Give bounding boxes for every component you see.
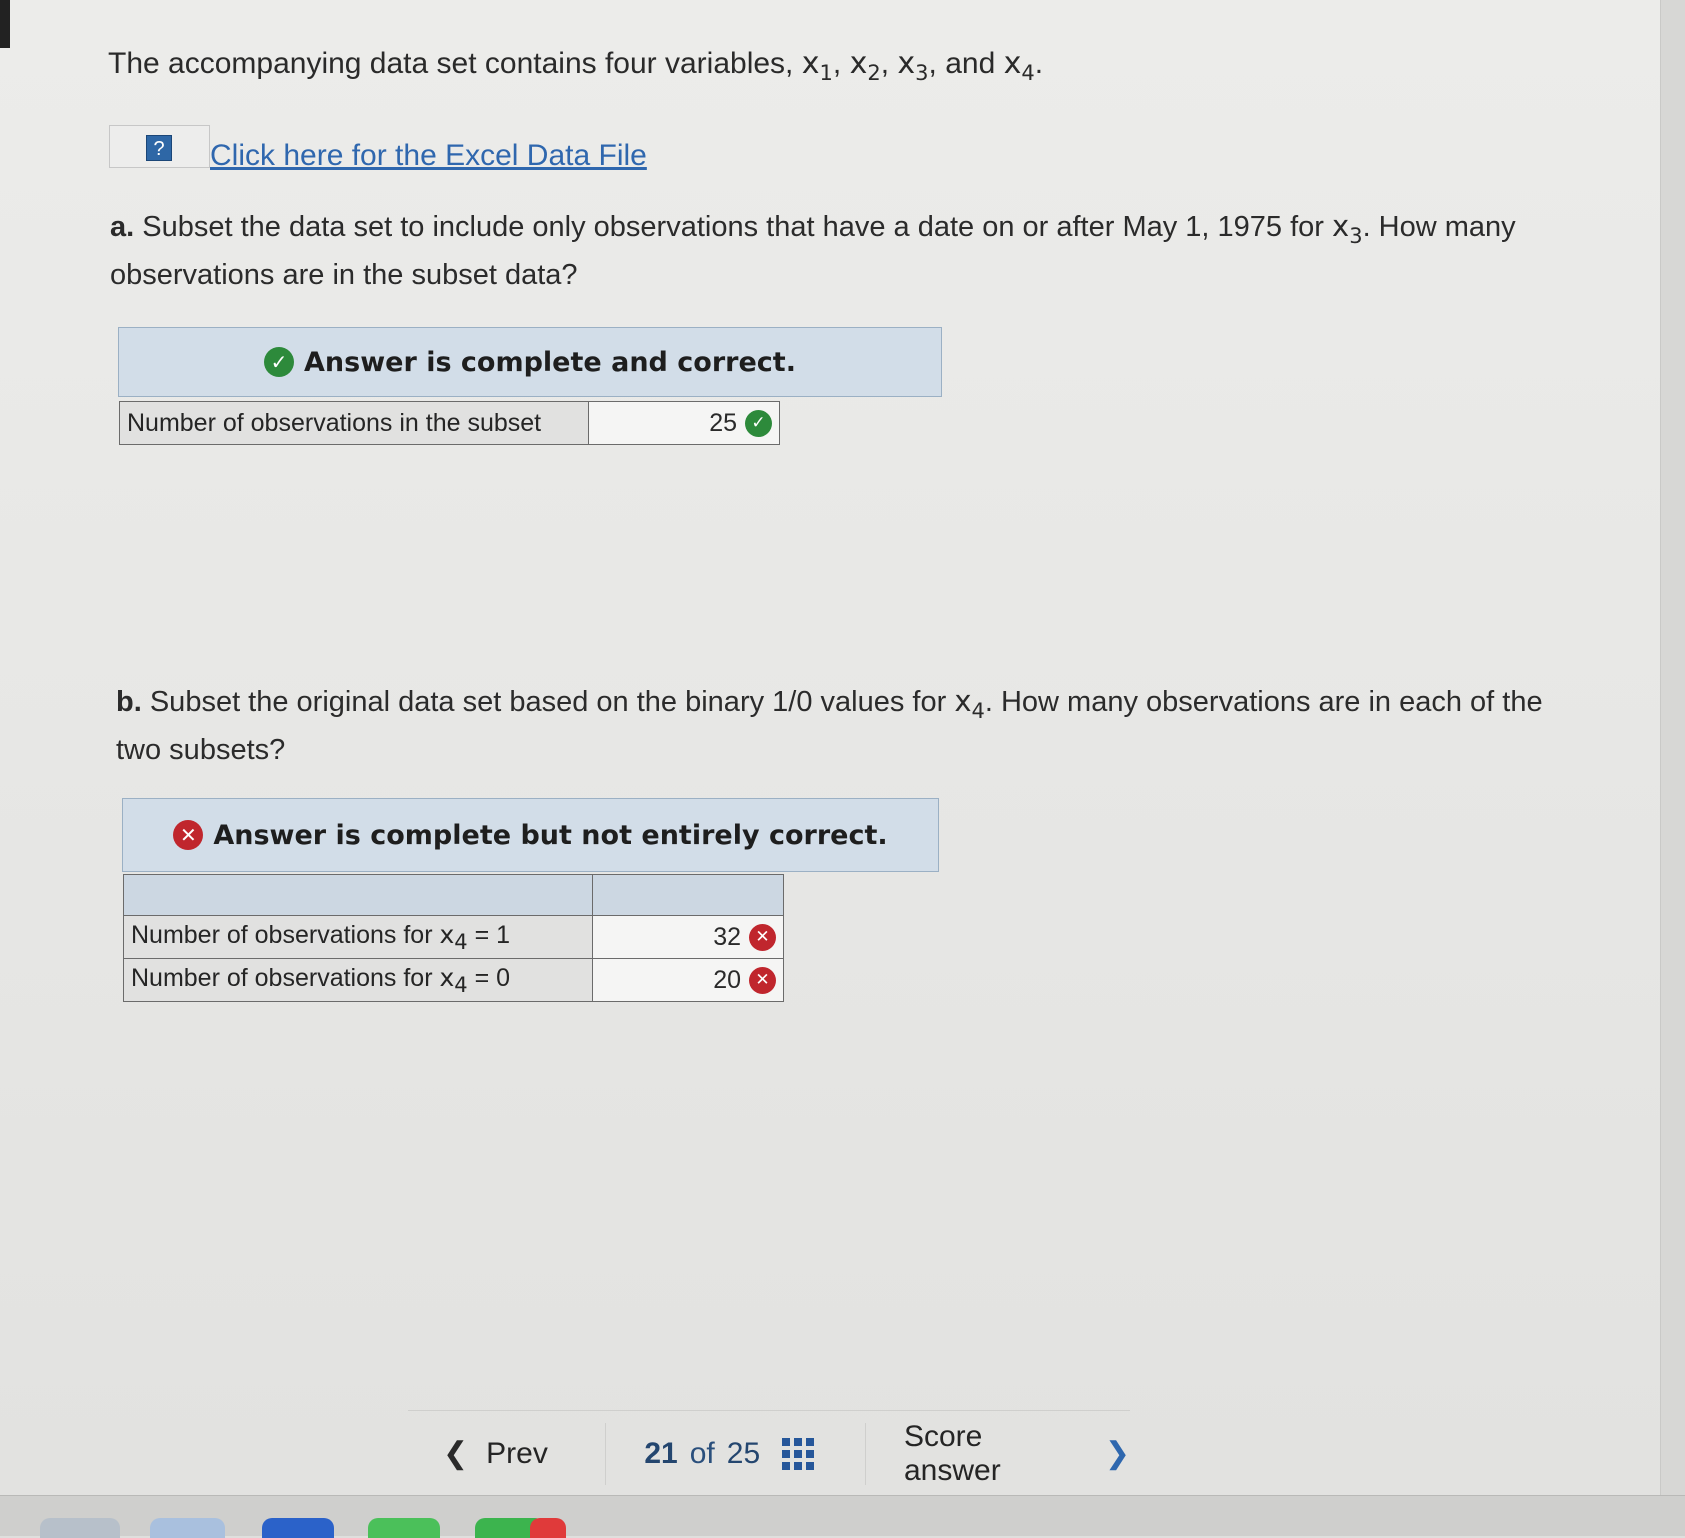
table-row [120,402,780,445]
question-a: a. Subset the data set to include only observations that have a date on or after May 1, 1975 for $x_3$. How many observations are in the subset data? [110,209,1516,291]
total-questions: 25 [726,1436,761,1470]
chevron-right-icon: ❯ [1104,1437,1130,1470]
score-answer-label: Score answer [903,1419,1001,1487]
answer-status-banner-b [122,798,939,872]
var-x1: $x_1$ [801,46,833,85]
table-row [124,916,784,959]
grid-icon[interactable] [782,1438,814,1470]
prev-button[interactable] [408,1436,605,1471]
x-circle-icon: ✕ [173,820,203,850]
var-x4: $x_4$ [1003,46,1035,85]
check-circle-icon: ✓ [264,347,294,377]
intro-and: and [945,47,996,80]
help-icon[interactable]: ? [146,135,172,161]
row-label: Number of observations for $x_4 = 1$ [124,916,593,959]
var-x2: $x_2$ [849,46,881,85]
table-header-row [124,875,784,916]
excel-data-file-link[interactable]: Click here for the Excel Data File [210,139,647,172]
help-box[interactable] [109,125,210,168]
prev-label: Prev [486,1436,548,1470]
header-cell [124,875,593,916]
question-b-letter: b. [116,686,142,718]
question-navigation [408,1410,1130,1496]
var-x3: $x_3$ [1332,209,1363,248]
row-label: Number of observations for $x_4 = 0$ [124,959,593,1002]
window-edge-marker [0,0,10,48]
intro-text: The accompanying data set contains four variables, $x_1$, $x_2$, $x_3$, and $x_4$. [108,46,1044,85]
question-counter [606,1437,865,1471]
answer-table-a [119,401,780,445]
dock-strip [0,1495,1685,1536]
x-circle-icon: ✕ [749,924,776,951]
check-circle-icon: ✓ [745,410,772,437]
answer-status-banner-a [118,327,942,397]
current-question: 21 [644,1436,678,1470]
question-a-letter: a. [110,211,135,243]
counter-of: of [689,1436,715,1470]
answer-value[interactable]: 25 [709,408,737,437]
answer-cell-b1[interactable] [593,916,784,959]
answer-cell-a[interactable] [589,402,780,445]
x-circle-icon: ✕ [749,967,776,994]
table-row [124,959,784,1002]
chevron-left-icon: ❮ [443,1437,469,1470]
intro-sentence: The accompanying data set contains four variables, [108,47,794,80]
window-right-edge [1660,0,1685,1495]
row-label: Number of observations in the subset [120,402,589,445]
answer-table-b [123,874,784,1002]
banner-b-text: Answer is complete but not entirely correct. [213,819,888,851]
banner-a-text: Answer is complete and correct. [304,346,796,378]
header-cell [593,875,784,916]
var-x4: $x_4$ [954,684,985,723]
var-x3: $x_3$ [897,46,929,85]
answer-value[interactable]: 32 [713,922,741,951]
answer-value[interactable]: 20 [713,965,741,994]
score-answer-button[interactable] [866,1420,1130,1488]
answer-cell-b2[interactable] [593,959,784,1002]
question-b: b. Subset the original data set based on the binary 1/0 values for $x_4$. How many observations are in each of the two subsets? [116,684,1543,766]
